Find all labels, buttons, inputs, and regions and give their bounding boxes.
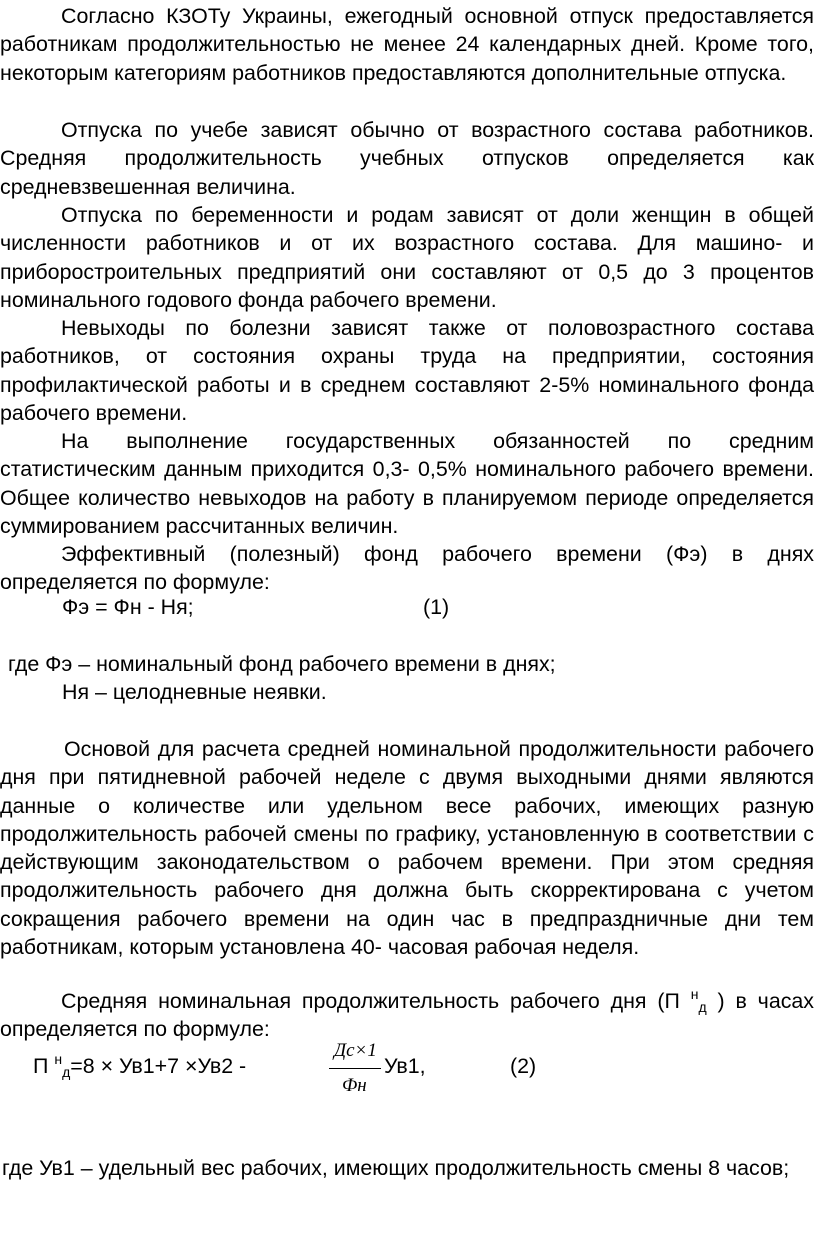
paragraph-average-workday-before: Средняя номинальная продолжительность рабочего дня (П (61, 989, 680, 1013)
paragraph-average-workday-after: ) в часах определяется по формуле: (0, 989, 814, 1042)
formula-2-tail: Ув1, (384, 1054, 426, 1078)
paragraph-effective-fund: Эффективный (полезный) фонд рабочего времени (Фэ) в днях определяется по формуле: (0, 542, 814, 595)
where-2-line: где Ув1 – удельный вес рабочих, имеющих продолжительность смены 8 часов; (2, 1156, 790, 1180)
formula-2-lhs (33, 1052, 246, 1080)
paragraph-average-workday-sup: н (690, 986, 699, 1002)
formula-1-number: (1) (423, 595, 450, 619)
formula-2-fraction-bar (329, 1068, 381, 1069)
formula-2-lhs-symbol: П (33, 1054, 49, 1078)
formula-2-number: (2) (510, 1054, 537, 1078)
paragraph-state-duties: На выполнение государственных обязанностей по средним статистическим данным приходится 0,3- 0,5% номинального рабочего времени. Общее количество невыходов на работу в планируемом периоде определяется суммированием рассчитанных величин. (0, 429, 814, 538)
formula-2-lhs-sup: н (54, 1051, 63, 1067)
formula-2-numerator: Дс×1 (334, 1040, 377, 1061)
paragraph-maternity-leave: Отпуска по беременности и родам зависят от доли женщин в общей численности работников и от их возрастного состава. Для машино- и приборостроительных предприятий они составляют от 0,5 до 3 процентов номинального годового фонда рабочего времени. (0, 203, 814, 312)
paragraph-sick-leave: Невыходы по болезни зависят также от половозрастного состава работников, от состояния охраны труда на предприятии, состояния профилактической работы и в среднем составляют 2-5% номинального фонда рабочего времени. (0, 316, 814, 425)
paragraph-average-workday-sub: д (698, 999, 707, 1015)
paragraph-study-leave: Отпуска по учебе зависят обычно от возрастного состава работников. Средняя продолжительность учебных отпусков определяется как средневзвешенная величина. (0, 118, 814, 199)
paragraph-workday-basis: Основой для расчета средней номинальной продолжительности рабочего дня при пятидневной рабочей неделе с двумя выходными днями являются данные о количестве или удельном весе рабочих, имеющих разную продолжительность рабочей смены по графику, установленную в соответствии с действующим законодательством о рабочем времени. При этом средняя продолжительность рабочего дня должна быть скорректирована с учетом сокращения рабочего времени на один час в предпраздничные дни тем работникам, которым установлена 40- часовая рабочая неделя. (0, 737, 814, 960)
formula-2-lhs-sub: д (62, 1064, 71, 1080)
formula-1-expression: Фэ = Фн - Ня; (62, 595, 194, 619)
formula-2-denominator: Фн (342, 1075, 367, 1096)
where-1-line-1: где Фэ – номинальный фонд рабочего времени в днях; (8, 652, 556, 676)
where-1-line-2: Ня – целодневные неявки. (62, 680, 327, 704)
paragraph-average-workday (0, 987, 814, 1044)
formula-2-eq: =8 × Ув1+7 ×Ув2 - (70, 1054, 247, 1078)
paragraph-annual-leave: Согласно КЗОТу Украины, ежегодный основной отпуск предоставляется работникам продолжительностью не менее 24 календарных дней. Кроме того, некоторым категориям работников предоставляются дополнительные отпуска. (0, 4, 814, 85)
